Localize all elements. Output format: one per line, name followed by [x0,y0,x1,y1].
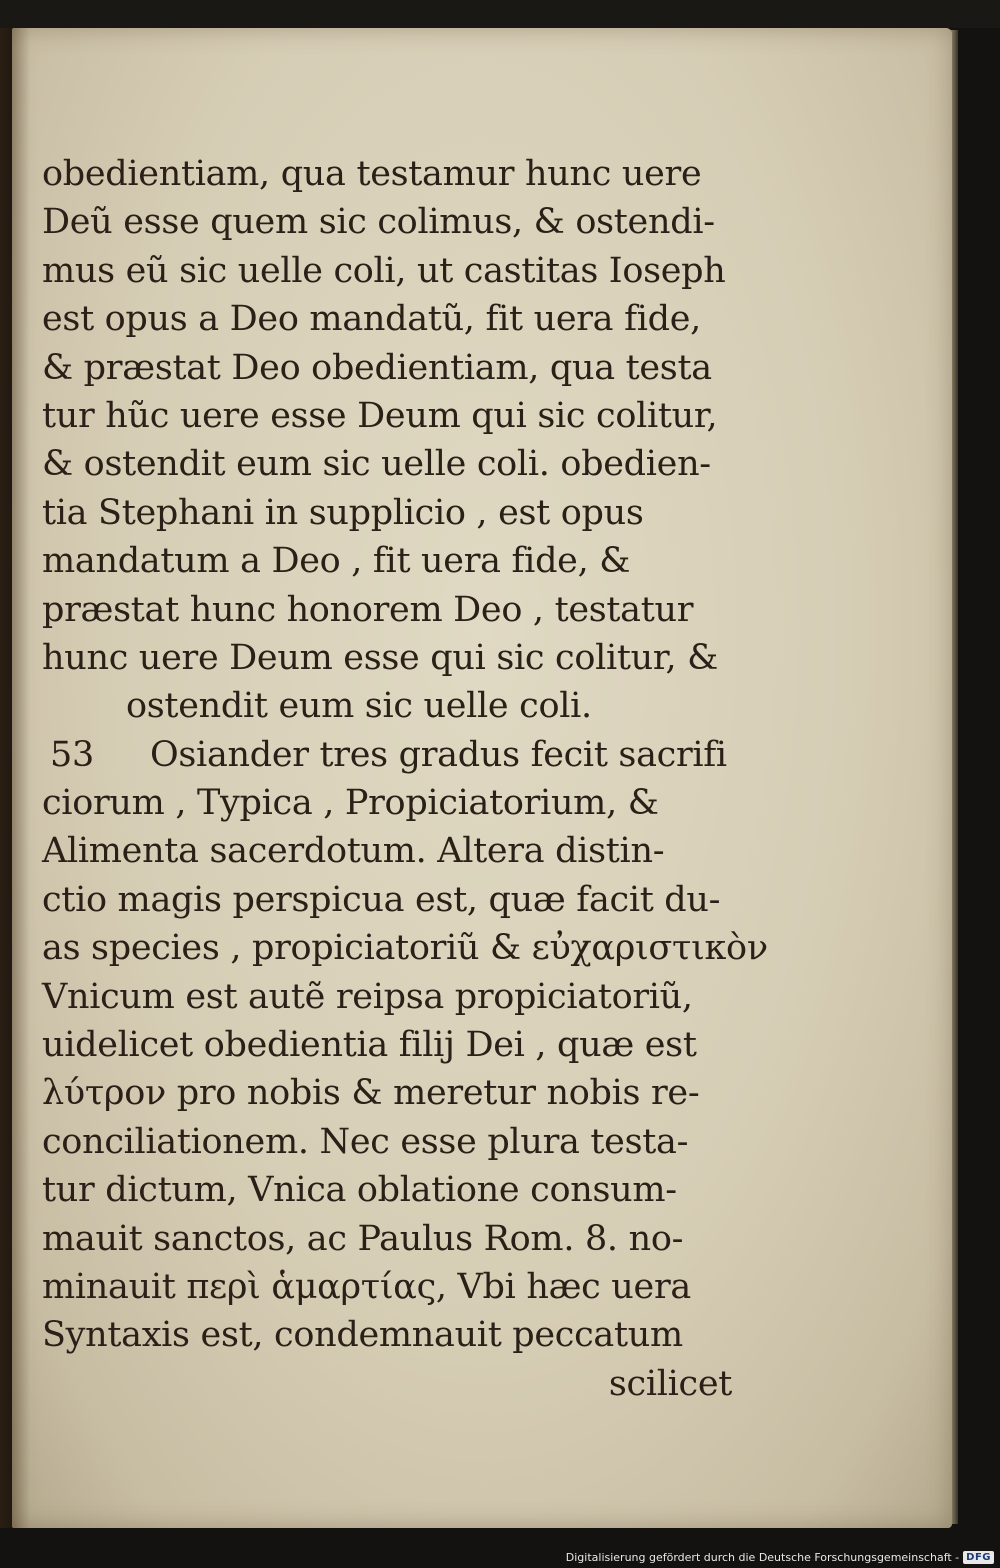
section-number: 53 [50,734,94,775]
scan-top-margin [0,0,1000,28]
text-line-with-margin-number [42,731,742,779]
text-line: est opus a Deo mandatũ, fit uera fide, [42,299,701,340]
text-line: as species , propiciatoriũ & εὐχαριστικὸν [42,928,768,969]
text-line: tur dictum, Vnica oblatione consum- [42,1170,677,1211]
text-line: minauit περὶ ἁμαρτίας, Vbi hæc uera [42,1266,691,1307]
text-line: hunc uere Deum esse qui sic colitur, & [42,637,718,678]
text-line: & ostendit eum sic uelle coli. obedien- [42,444,711,485]
catchword: scilicet [608,1363,732,1404]
text-line: uidelicet obedientia filij Dei , quæ est [42,1025,697,1066]
text-line: Osiander tres gradus fecit sacrifi [150,734,727,775]
text-line: mauit sanctos, ac Paulus Rom. 8. no- [42,1218,684,1259]
text-line: & præstat Deo obedientiam, qua testa [42,347,712,388]
text-line: Deũ esse quem sic colimus, & ostendi- [42,202,715,243]
text-line: ciorum , Typica , Propiciatorium, & [42,783,659,824]
text-line: tur hũc uere esse Deum qui sic colitur, [42,395,718,436]
text-line: Alimenta sacerdotum. Altera distin- [42,831,665,872]
text-line: mandatum a Deo , fit uera fide, & [42,541,631,582]
text-line: ostendit eum sic uelle coli. [126,686,592,727]
text-line: Syntaxis est, condemnauit peccatum [42,1315,683,1356]
text-line: conciliationem. Nec esse plura testa- [42,1121,689,1162]
text-line: ctio magis perspicua est, quæ facit du- [42,879,721,920]
binding-shadow [0,28,30,1528]
digitization-footer [566,1551,994,1564]
text-line: obedientiam, qua testamur hunc uere [42,154,702,194]
text-line: mus eũ sic uelle coli, ut castitas Ioseph [42,250,726,291]
page-text [42,150,768,1408]
text-line: λύτρον pro nobis & meretur nobis re- [42,1073,700,1114]
text-line: præstat hunc honorem Deo , testatur [42,589,694,630]
text-line: tia Stephani in supplicio , est opus [42,492,644,533]
footer-credit: Digitalisierung gefördert durch die Deutsche Forschungsgemeinschaft - [565,1551,960,1564]
dfg-logo-icon: DFG [963,1551,994,1564]
text-line: Vnicum est autẽ reipsa propiciatoriũ, [42,976,693,1017]
